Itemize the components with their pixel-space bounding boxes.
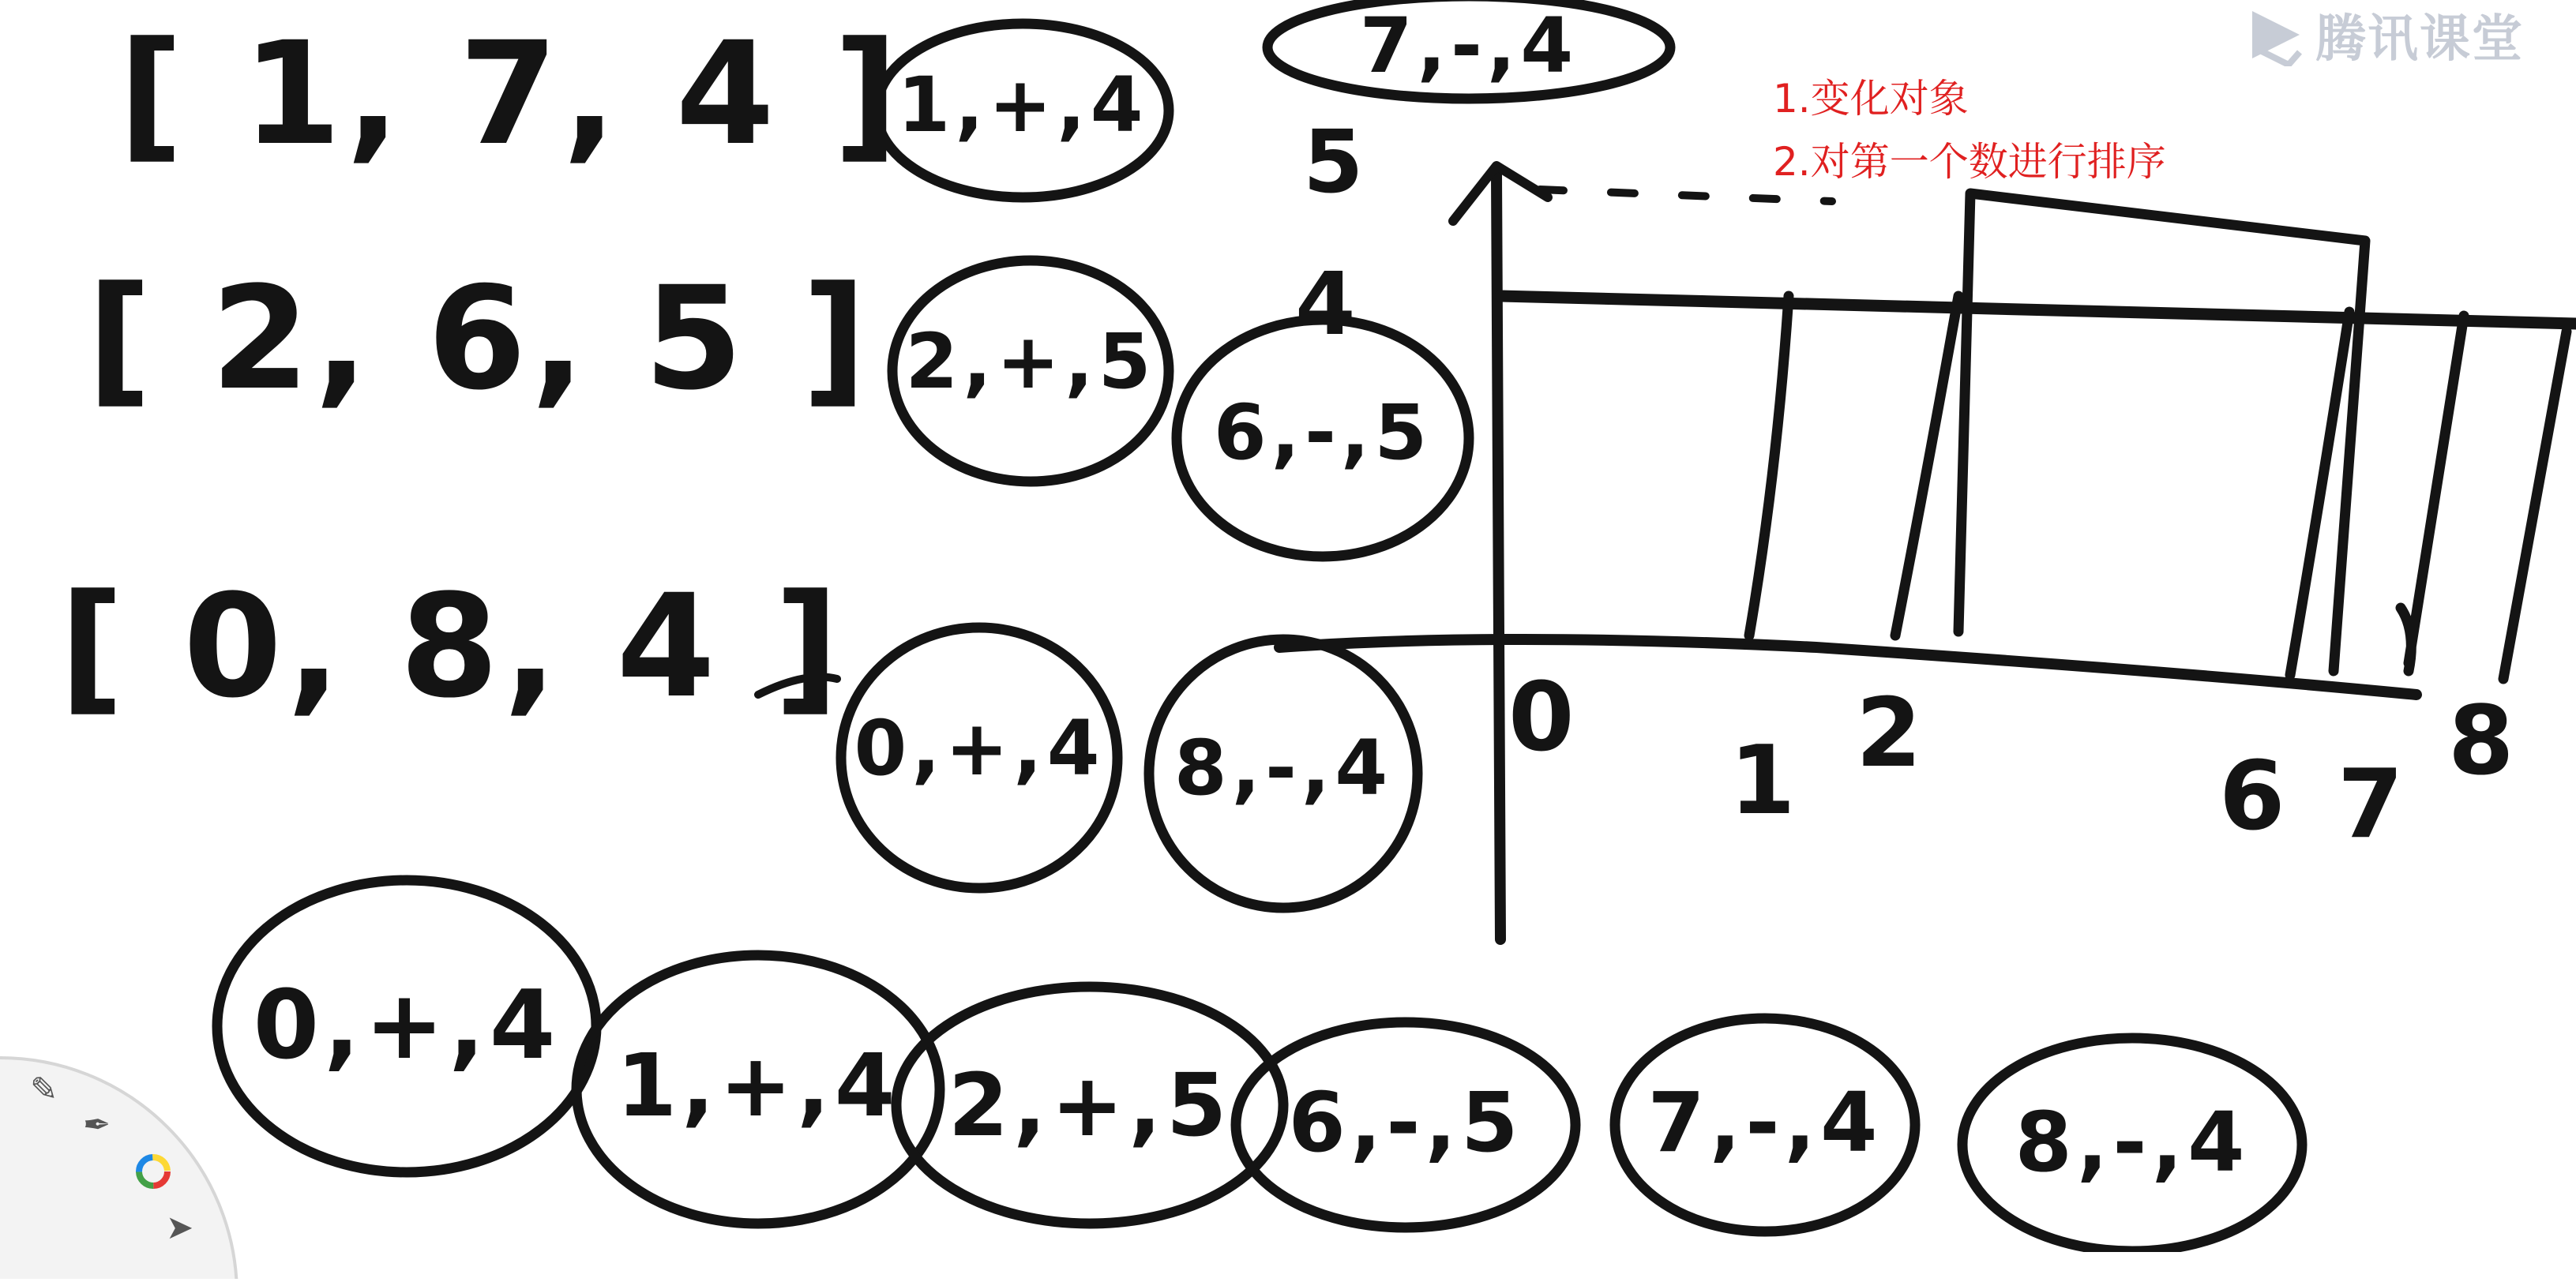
color-wheel-icon[interactable] xyxy=(134,1153,172,1198)
axis-label-7: 7 xyxy=(2338,750,2409,860)
sorted-pair-4: 6,-,5 xyxy=(1288,1074,1523,1171)
array-row-1: [ 1, 7, 4 ] xyxy=(118,12,903,177)
pair-row1-a: 1,+,4 xyxy=(897,61,1148,149)
dashed-guide xyxy=(1540,189,1832,201)
bar-7 xyxy=(2401,316,2464,671)
side-number-4: 4 xyxy=(1295,253,1361,354)
tool-palette xyxy=(0,1026,253,1279)
sorted-pair-6: 8,-,4 xyxy=(2015,1094,2250,1190)
pair-row3-a: 0,+,4 xyxy=(854,704,1105,793)
x-axis xyxy=(1279,639,2416,695)
sorted-pair-5: 7,-,4 xyxy=(1647,1074,1883,1171)
bar-8 xyxy=(2503,332,2567,679)
pair-row2-a: 2,+,5 xyxy=(905,317,1156,406)
brand-logo xyxy=(2243,3,2524,69)
play-logo-icon xyxy=(2243,3,2306,66)
y-axis xyxy=(1496,174,1500,939)
note-line-1: 1.变化对象 xyxy=(1773,76,1969,122)
array-row-2: [ 2, 6, 5 ] xyxy=(87,257,872,422)
side-number-5: 5 xyxy=(1303,111,1369,212)
axis-label-8: 8 xyxy=(2448,687,2519,797)
pair-row3-b: 8,-,4 xyxy=(1173,724,1393,812)
selector-tool-icon[interactable]: ➤ xyxy=(166,1208,194,1246)
bar-1 xyxy=(1749,296,1789,635)
bar-2 xyxy=(1895,296,1958,635)
brand-text: 腾讯课堂 xyxy=(2315,10,2524,69)
axis-label-1: 1 xyxy=(1729,726,1801,836)
sorted-pair-3: 2,+,5 xyxy=(948,1055,1232,1156)
skyline-top xyxy=(1500,296,2576,324)
note-line-2: 2.对第一个数进行排序 xyxy=(1773,139,2166,185)
axis-label-2: 2 xyxy=(1856,679,1927,789)
pair-row2-b: 6,-,5 xyxy=(1213,388,1433,477)
pair-row1-b: 7,-,4 xyxy=(1359,2,1579,90)
sorted-pair-1: 0,+,4 xyxy=(253,971,561,1081)
axis-label-0: 0 xyxy=(1508,663,1579,773)
axis-label-6: 6 xyxy=(2219,742,2290,852)
pen-tool-icon[interactable]: ✒ xyxy=(83,1105,111,1144)
brush-tool-icon[interactable]: ✎ xyxy=(30,1070,58,1108)
array-row-3: [ 0, 8, 4 ] xyxy=(59,564,844,729)
sorted-pair-2: 1,+,4 xyxy=(616,1035,900,1136)
